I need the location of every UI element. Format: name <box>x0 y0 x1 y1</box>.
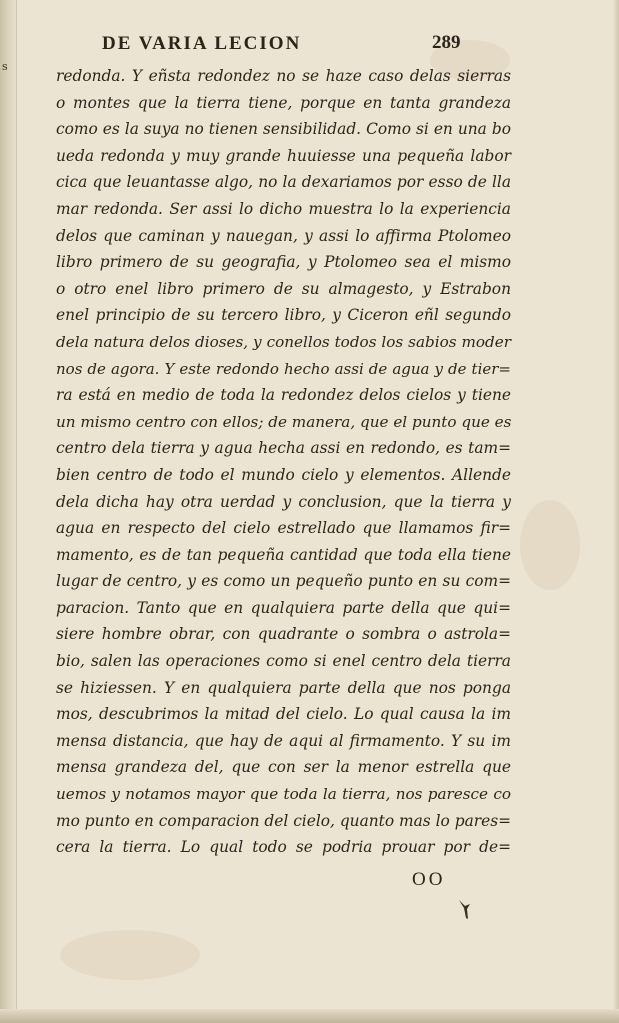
text-line: cica que leuantasse algo, no la dexariamos por esso de lla <box>56 173 511 192</box>
text-line: dela dicha hay otra uerdad y conclusion, que la tierra y <box>56 492 511 511</box>
text-line: dela natura delos dioses, y conellos todos los sabios moder <box>56 332 511 351</box>
text-line: mamento, es de tan pequeña cantidad que toda ella tiene <box>56 545 511 564</box>
text-line: agua en respecto del cielo estrellado que llamamos fir= <box>56 519 511 538</box>
text-line: centro dela tierra y agua hecha assi en redondo, es tam= <box>56 439 511 458</box>
text-line: se hiziessen. Y en qualquiera parte della que nos ponga <box>56 678 511 697</box>
text-line: o montes que la tierra tiene, porque en tanta grandeza <box>56 93 511 112</box>
text-line: ra está en medio de toda la redondez delos cielos y tiene <box>56 386 511 405</box>
text-line: siere hombre obrar, con quadrante o sombra o astrola= <box>56 625 511 644</box>
text-line: ueda redonda y muy grande huuiesse una pequeña labor <box>56 146 511 165</box>
page-number: 289 <box>432 32 461 53</box>
binding-gutter <box>0 0 17 1023</box>
ink-blot-icon <box>456 898 472 922</box>
text-line: mos, descubrimos la mitad del cielo. Lo qual causa la im <box>56 705 511 724</box>
text-line: como es la suya no tienen sensibilidad. Como si en una bo <box>56 120 511 139</box>
text-line: paracion. Tanto que en qualquiera parte della que qui= <box>56 598 511 617</box>
paper-stain <box>60 930 200 980</box>
page-right-edge <box>613 0 619 1023</box>
running-head: DE VARIA LECION <box>102 33 302 54</box>
text-line: mensa grandeza del, que con ser la menor estrella que <box>56 758 511 777</box>
text-line: uemos y notamos mayor que toda la tierra, nos paresce co <box>56 785 511 804</box>
margin-mark: s <box>2 60 8 73</box>
text-line: bio, salen las operaciones como si enel centro dela tierra <box>56 652 511 671</box>
catchword: OO <box>412 869 446 890</box>
text-line: o otro enel libro primero de su almagesto, y Estrabon <box>56 279 511 298</box>
body-text <box>56 63 511 861</box>
text-line: lugar de centro, y es como un pequeño punto en su com= <box>56 572 511 591</box>
text-line: un mismo centro con ellos; de manera, que el punto que es <box>56 412 512 431</box>
text-line: cera la tierra. Lo qual todo se podria prouar por de= <box>56 838 511 857</box>
text-line: nos de agora. Y este redondo hecho assi de agua y de tier= <box>56 359 511 378</box>
paper-stain <box>520 500 580 590</box>
text-line: mo punto en comparacion del cielo, quanto mas lo pares= <box>56 811 511 830</box>
text-line: mar redonda. Ser assi lo dicho muestra lo la experiencia <box>56 199 511 218</box>
text-line: bien centro de todo el mundo cielo y elementos. Allende <box>56 465 511 484</box>
page-header <box>102 30 522 60</box>
text-line: libro primero de su geografia, y Ptolomeo sea el mismo <box>56 253 511 272</box>
page-bottom-edge <box>0 1009 619 1023</box>
text-line: mensa distancia, que hay de aqui al firmamento. Y su im <box>56 731 511 750</box>
text-line: redonda. Y eñsta redondez no se haze caso delas sierras <box>56 67 511 85</box>
text-line: delos que caminan y nauegan, y assi lo affirma Ptolomeo <box>56 226 511 245</box>
text-line: enel principio de su tercero libro, y Ciceron eñl segundo <box>56 306 511 325</box>
